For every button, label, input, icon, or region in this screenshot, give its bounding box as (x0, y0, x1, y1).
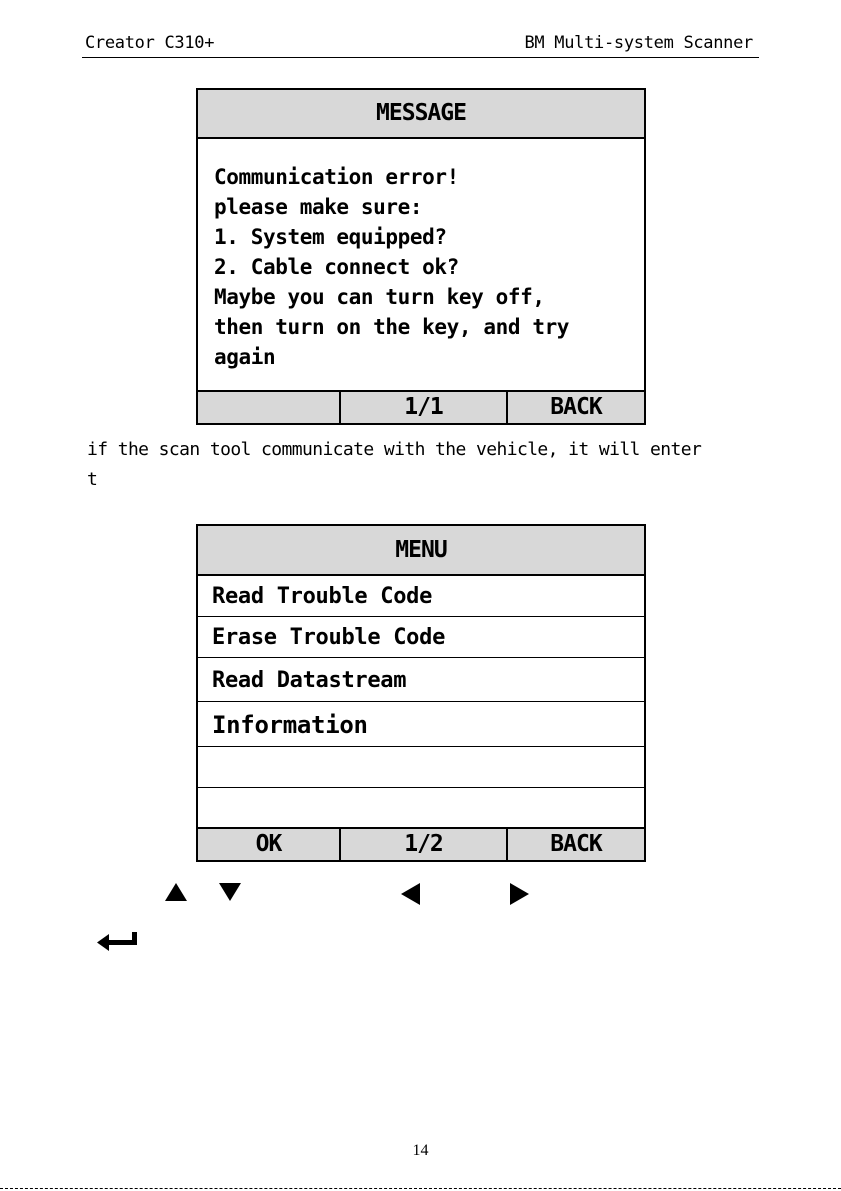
message-line: 1. System equipped? (214, 225, 447, 249)
menu-screen-figure (196, 524, 646, 862)
message-body (214, 162, 569, 372)
menu-title: MENU (198, 526, 644, 576)
message-line: then turn on the key, and try (214, 315, 570, 339)
header-divider (82, 57, 759, 58)
right-arrow-icon (510, 883, 529, 905)
enter-key-icon (96, 930, 140, 952)
down-arrow-icon (219, 883, 241, 901)
up-arrow-icon (165, 883, 187, 901)
message-line: 2. Cable connect ok? (214, 255, 459, 279)
paragraph-line: if the scan tool communicate with the vehicle, it will enter (87, 439, 702, 460)
message-title: MESSAGE (198, 90, 644, 139)
body-paragraph (87, 435, 701, 495)
message-footer-left (198, 392, 341, 423)
header-product-name: Creator C310+ (85, 33, 215, 53)
menu-item-information[interactable]: Information (198, 702, 644, 747)
menu-footer (198, 827, 644, 860)
message-screen-figure (196, 88, 646, 425)
message-page-indicator: 1/1 (341, 392, 508, 423)
menu-item-erase-trouble-code[interactable]: Erase Trouble Code (198, 617, 644, 658)
menu-list (198, 574, 644, 830)
menu-back-button[interactable]: BACK (550, 831, 602, 857)
message-back-button[interactable]: BACK (550, 394, 602, 420)
message-line: Communication error! (214, 165, 459, 189)
left-arrow-icon (401, 883, 420, 905)
paragraph-line: t (87, 469, 98, 490)
menu-item-read-datastream[interactable]: Read Datastream (198, 658, 644, 702)
menu-ok-button[interactable]: OK (198, 829, 341, 860)
message-line: Maybe you can turn key off, (214, 285, 545, 309)
message-line: again (214, 345, 276, 369)
menu-item-empty (198, 788, 644, 830)
footer-divider (0, 1188, 841, 1189)
header-product-type: BM Multi-system Scanner (524, 33, 753, 53)
menu-item-read-trouble-code[interactable]: Read Trouble Code (198, 574, 644, 617)
menu-item-empty (198, 747, 644, 788)
menu-page-indicator: 1/2 (341, 829, 508, 860)
message-line: please make sure: (214, 195, 423, 219)
message-footer (198, 390, 644, 423)
page-number: 14 (412, 1142, 429, 1159)
